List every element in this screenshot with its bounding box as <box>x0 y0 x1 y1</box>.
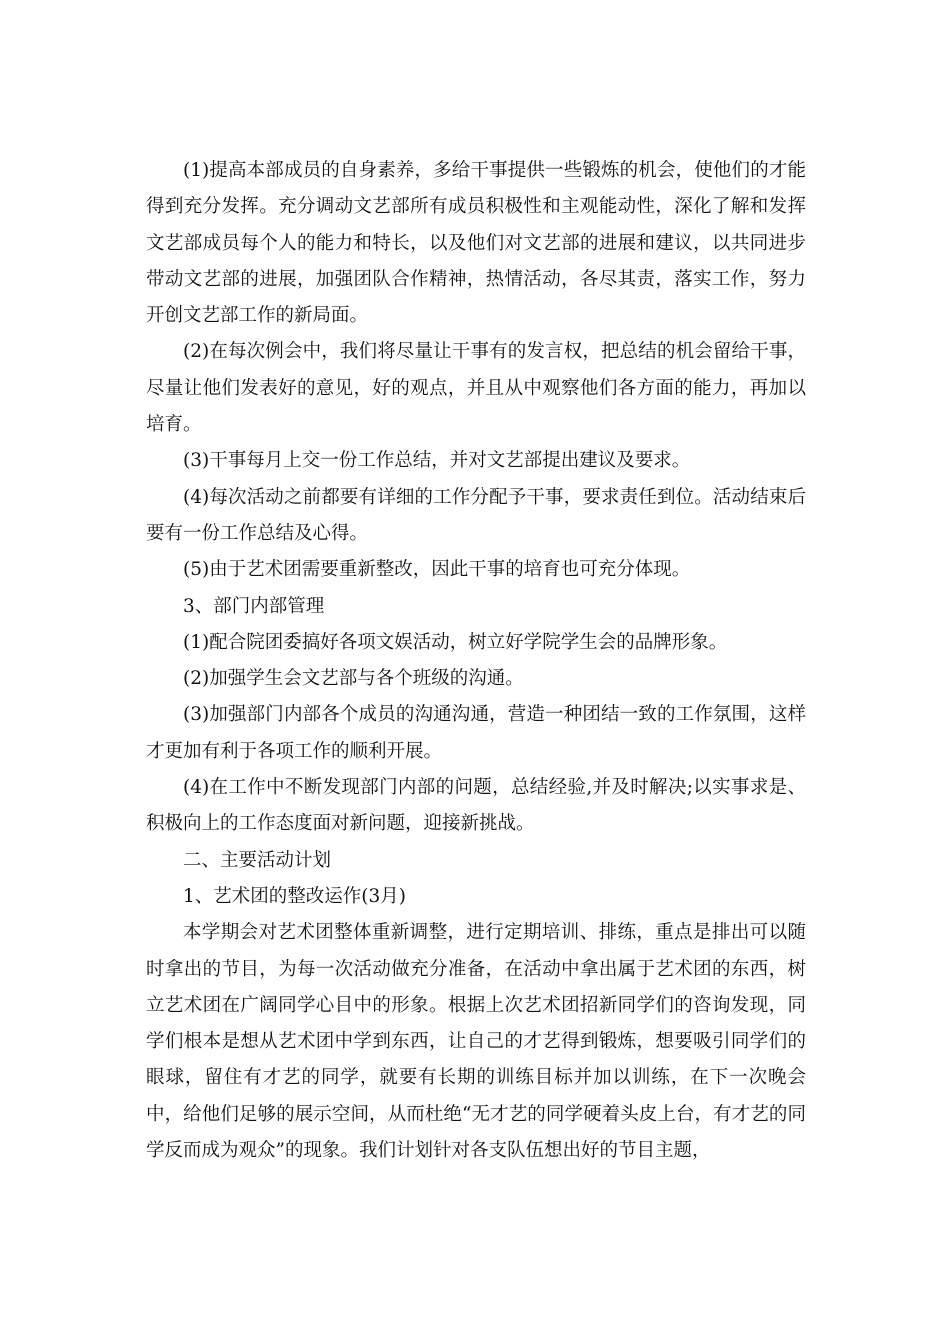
paragraph-1-3: (3)干事每月上交一份工作总结，并对文艺部提出建议及要求。 <box>183 450 691 472</box>
paragraph-1-4: (4)每次活动之前都要有详细的工作分配予干事，要求责任到位。活动结束后要有一份工作总结及心得。 <box>146 486 806 544</box>
subsection-heading-art-troupe: 1、艺术团的整改运作(3月) <box>183 885 406 907</box>
paragraph-3-4: (4)在工作中不断发现部门内部的问题，总结经验,并及时解决;以实事求是、积极向上的工作态度面对新问题，迎接新挑战。 <box>146 777 806 835</box>
paragraph-1-2: (2)在每次例会中，我们将尽量让干事有的发言权，把总结的机会留给干事，尽量让他们发表好的意见，好的观点，并且从中观察他们各方面的能力，再加以培育。 <box>146 341 806 436</box>
paragraph-3-3: (3)加强部门内部各个成员的沟通沟通，营造一种团结一致的工作氛围，这样才更加有利于各项工作的顺利开展。 <box>146 704 806 762</box>
paragraph-art-troupe-body: 本学期会对艺术团整体重新调整，进行定期培训、排练，重点是排出可以随时拿出的节目，为每一次活动做充分准备，在活动中拿出属于艺术团的东西，树立艺术团在广阔同学心目中的形象。根据上次艺术团招新同学们的咨询发现，同学们根本是想从艺术团中学到东西，让自己的才艺得到锻炼，想要吸引同学们的眼球，留住有才艺的同学，就要有长期的训练目标并加以训练，在下一次晚会中，给他们足够的展示空间，从而杜绝“无才艺的同学硬着头皮上台，有才艺的同学反而成为观众”的现象。我们计划针对各支队伍想出好的节目主题， <box>146 922 806 1162</box>
section-heading-main-activities: 二、主要活动计划 <box>183 849 332 871</box>
document-body <box>146 153 806 1169</box>
paragraph-1-5: (5)由于艺术团需要重新整改，因此干事的培育也可充分体现。 <box>183 559 691 581</box>
paragraph-3-1: (1)配合院团委搞好各项文娱活动，树立好学院学生会的品牌形象。 <box>183 631 728 653</box>
section-heading-dept-management: 3、部门内部管理 <box>183 595 325 617</box>
paragraph-3-2: (2)加强学生会文艺部与各个班级的沟通。 <box>183 668 524 690</box>
paragraph-1-1: (1)提高本部成员的自身素养，多给干事提供一些锻炼的机会，使他们的才能得到充分发挥。充分调动文艺部所有成员积极性和主观能动性，深化了解和发挥文艺部成员每个人的能力和特长，以及他们对文艺部的进展和建议，以共同进步带动文艺部的进展，加强团队合作精神，热情活动，各尽其责，落实工作，努力开创文艺部工作的新局面。 <box>146 160 806 327</box>
